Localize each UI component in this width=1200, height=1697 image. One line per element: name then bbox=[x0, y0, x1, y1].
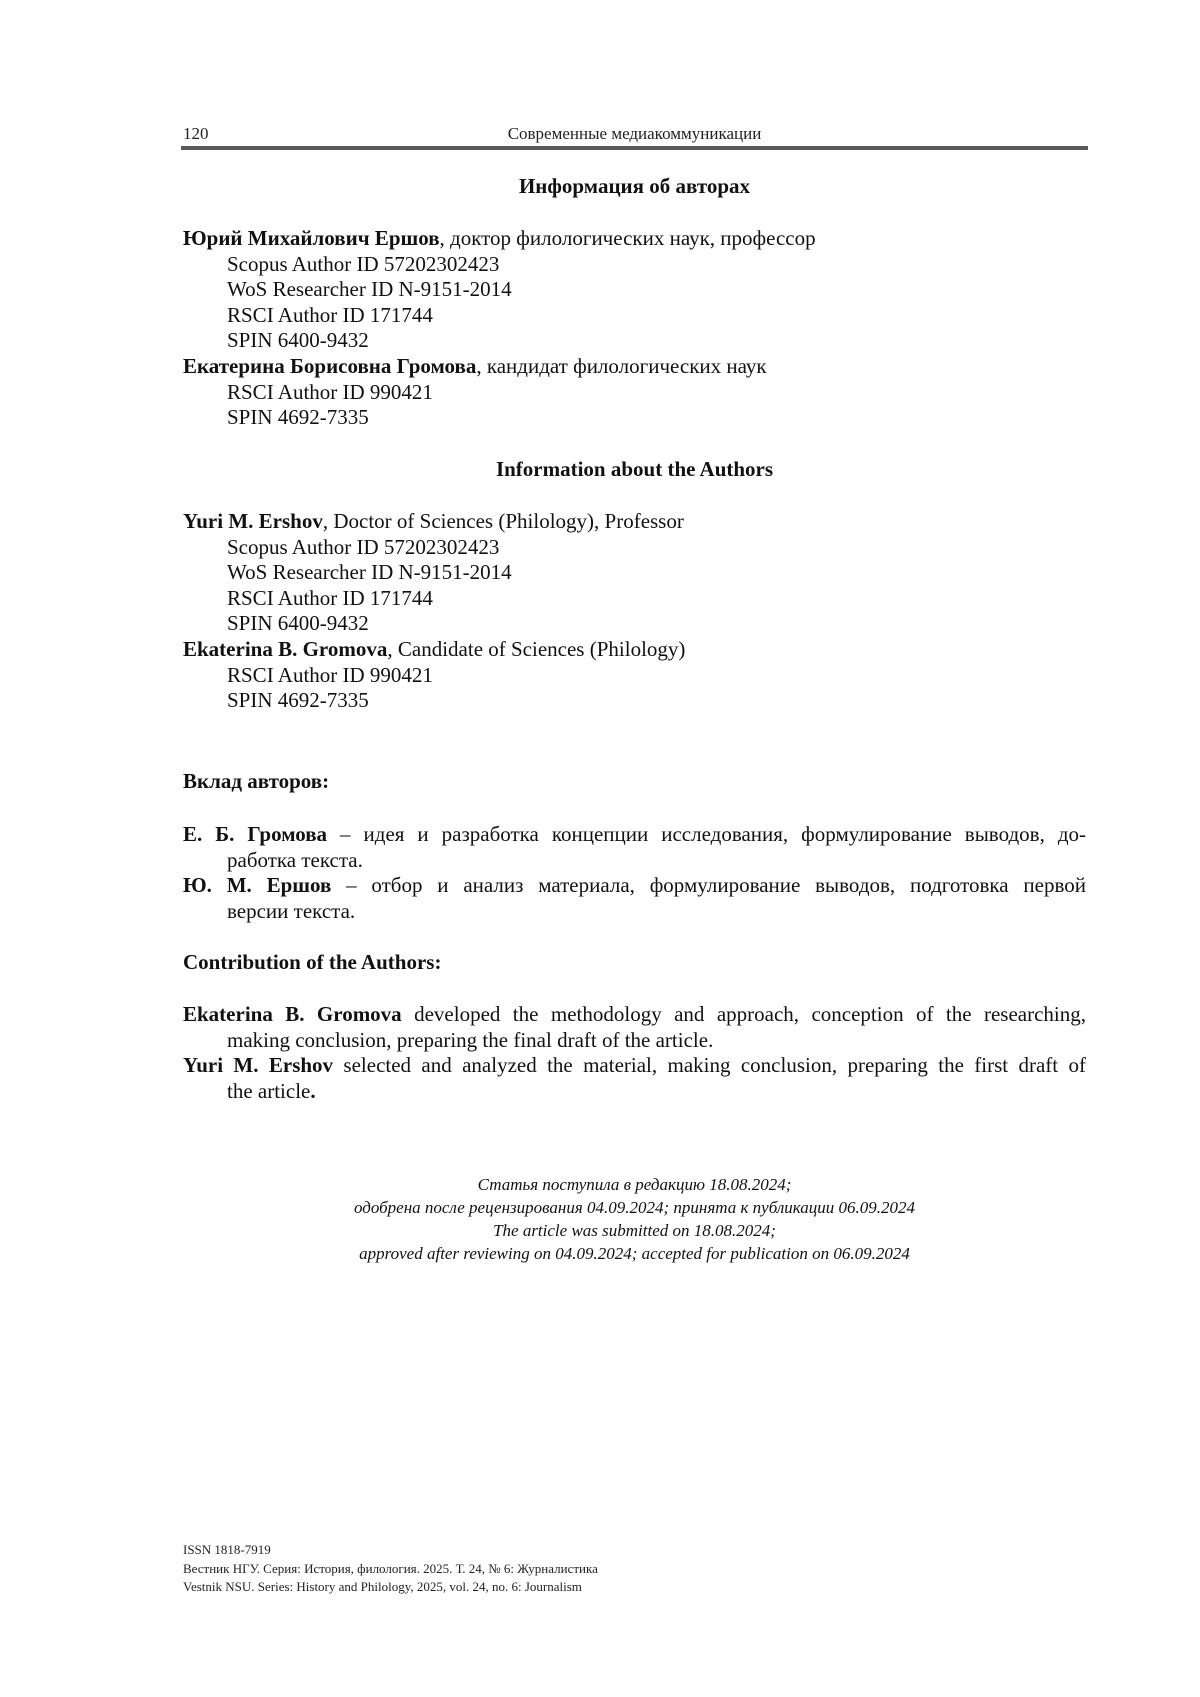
contribution-en-entry-1 bbox=[183, 1002, 1086, 1053]
author-id: SPIN 4692-7335 bbox=[183, 688, 1086, 714]
contributor-name: Ю. М. Ершов bbox=[183, 873, 331, 897]
date-line: approved after reviewing on 04.09.2024; accepted for publication on 06.09.2024 bbox=[183, 1242, 1086, 1265]
author-ru-2 bbox=[183, 354, 1086, 380]
contribution-text: developed the methodology and approach, conception of the researching, bbox=[402, 1002, 1086, 1026]
author-id: RSCI Author ID 990421 bbox=[183, 663, 1086, 689]
author-name: Екатерина Борисовна Громова bbox=[183, 354, 476, 378]
date-line: одобрена после рецензирования 04.09.2024; принята к публикации 06.09.2024 bbox=[183, 1196, 1086, 1219]
author-id: RSCI Author ID 171744 bbox=[183, 586, 1086, 612]
date-line: The article was submitted on 18.08.2024; bbox=[183, 1219, 1086, 1242]
contributor-name: Е. Б. Громова bbox=[183, 822, 327, 846]
author-id: SPIN 6400-9432 bbox=[183, 328, 1086, 354]
author-degree: , доктор филологических наук, профессор bbox=[440, 226, 816, 250]
author-id: Scopus Author ID 57202302423 bbox=[183, 535, 1086, 561]
date-line: Статья поступила в редакцию 18.08.2024; bbox=[183, 1173, 1086, 1196]
contributor-name: Ekaterina B. Gromova bbox=[183, 1002, 402, 1026]
contribution-text-cont: making conclusion, preparing the final draft of the article. bbox=[183, 1028, 1086, 1054]
author-id: SPIN 4692-7335 bbox=[183, 405, 1086, 431]
contribution-text: – идея и разработка концепции исследования, формулирование выводов, до- bbox=[327, 822, 1086, 846]
journal-en: Vestnik NSU. Series: History and Philology, 2025, vol. 24, no. 6: Journalism bbox=[183, 1578, 598, 1597]
author-en-1 bbox=[183, 509, 1086, 535]
author-id: RSCI Author ID 171744 bbox=[183, 303, 1086, 329]
running-header bbox=[183, 124, 1086, 146]
contribution-text-cont: версии текста. bbox=[183, 899, 1086, 925]
author-ru-1 bbox=[183, 226, 1086, 252]
journal-ru: Вестник НГУ. Серия: История, филология. 2025. Т. 24, № 6: Журналистика bbox=[183, 1560, 598, 1579]
journal-page bbox=[0, 0, 1200, 1697]
contribution-text-cont: the article bbox=[227, 1079, 310, 1103]
issn: ISSN 1818-7919 bbox=[183, 1541, 598, 1560]
running-title: Современные медиакоммуникации bbox=[183, 124, 1086, 144]
author-degree: , Candidate of Sciences (Philology) bbox=[387, 637, 685, 661]
authors-ru-heading: Информация об авторах bbox=[183, 174, 1086, 199]
author-degree: , кандидат филологических наук bbox=[476, 354, 766, 378]
final-period: . bbox=[310, 1079, 315, 1103]
author-id: WoS Researcher ID N-9151-2014 bbox=[183, 277, 1086, 303]
author-degree: , Doctor of Sciences (Philology), Professor bbox=[323, 509, 684, 533]
contribution-ru-heading: Вклад авторов: bbox=[183, 769, 329, 794]
author-name: Ekaterina B. Gromova bbox=[183, 637, 387, 661]
authors-ru-block bbox=[183, 226, 1086, 431]
authors-en-block bbox=[183, 509, 1086, 714]
contributor-name: Yuri M. Ershov bbox=[183, 1053, 333, 1077]
contribution-en-entry-2 bbox=[183, 1053, 1086, 1104]
author-id: Scopus Author ID 57202302423 bbox=[183, 252, 1086, 278]
author-name: Yuri M. Ershov bbox=[183, 509, 323, 533]
article-dates bbox=[183, 1173, 1086, 1265]
page-number: 120 bbox=[183, 124, 209, 144]
contribution-text: selected and analyzed the material, making conclusion, preparing the first draft of bbox=[333, 1053, 1086, 1077]
contribution-en-heading: Contribution of the Authors: bbox=[183, 950, 441, 975]
author-name: Юрий Михайлович Ершов bbox=[183, 226, 440, 250]
author-en-2 bbox=[183, 637, 1086, 663]
contribution-text: – отбор и анализ материала, формулирование выводов, подготовка первой bbox=[331, 873, 1086, 897]
contribution-text-cont: работка текста. bbox=[183, 848, 1086, 874]
contribution-ru-entry-2 bbox=[183, 873, 1086, 924]
page-footer bbox=[183, 1541, 598, 1597]
author-id: RSCI Author ID 990421 bbox=[183, 380, 1086, 406]
contribution-ru-entry-1 bbox=[183, 822, 1086, 873]
author-id: WoS Researcher ID N-9151-2014 bbox=[183, 560, 1086, 586]
author-id: SPIN 6400-9432 bbox=[183, 611, 1086, 637]
header-divider bbox=[181, 146, 1088, 150]
authors-en-heading: Information about the Authors bbox=[183, 457, 1086, 482]
